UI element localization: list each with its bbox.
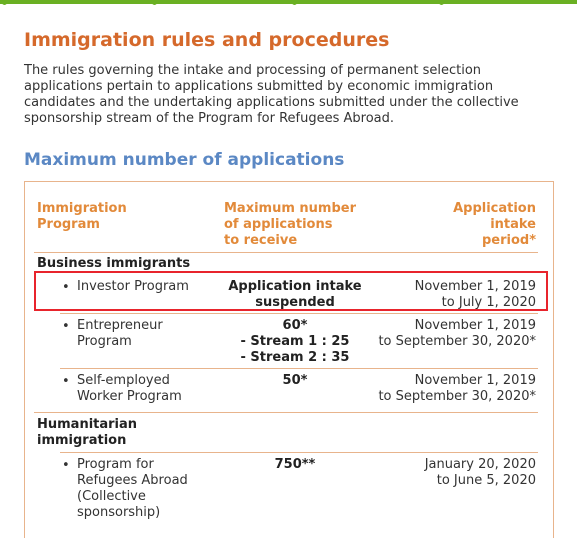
period-text: November 1, 2019 bbox=[414, 318, 536, 333]
period-selfemployed bbox=[372, 373, 536, 405]
program-text: sponsorship) bbox=[77, 505, 161, 520]
program-entrepreneur bbox=[77, 318, 163, 350]
program-investor: Investor Program bbox=[77, 279, 189, 294]
program-refugees bbox=[77, 457, 188, 521]
header-program bbox=[37, 201, 127, 233]
period-text: November 1, 2019 bbox=[414, 279, 536, 294]
row-divider bbox=[60, 368, 538, 369]
header-text: period* bbox=[481, 233, 536, 248]
max-text: Application intake bbox=[228, 279, 362, 294]
bullet: • bbox=[62, 374, 70, 389]
header-period bbox=[390, 201, 536, 249]
program-text: Program bbox=[77, 334, 132, 349]
period-refugees bbox=[372, 457, 536, 489]
header-text: Program bbox=[37, 217, 100, 232]
period-text: to September 30, 2020* bbox=[378, 389, 536, 404]
max-text: suspended bbox=[255, 295, 335, 310]
row-divider bbox=[34, 252, 538, 253]
bullet: • bbox=[62, 280, 70, 295]
top-dot bbox=[152, 0, 157, 5]
header-text: Maximum number bbox=[224, 201, 357, 216]
max-text: 750** bbox=[274, 457, 316, 472]
period-text: January 20, 2020 bbox=[424, 457, 536, 472]
max-text: 50* bbox=[282, 373, 308, 388]
intro-line: sponsorship stream of the Program for Refugees Abroad. bbox=[24, 111, 395, 126]
intro-line: The rules governing the intake and processing of permanent selection bbox=[24, 63, 482, 78]
category-text: immigration bbox=[37, 433, 127, 448]
top-dot bbox=[292, 0, 297, 5]
program-text: Refugees Abroad bbox=[77, 473, 188, 488]
program-text: Self-employed bbox=[77, 373, 170, 388]
period-entrepreneur bbox=[372, 318, 536, 350]
period-text: to July 1, 2020 bbox=[441, 295, 536, 310]
intro-paragraph bbox=[24, 63, 544, 127]
bullet: • bbox=[62, 458, 70, 473]
category-business: Business immigrants bbox=[37, 256, 191, 271]
header-text: Immigration bbox=[37, 201, 127, 216]
max-selfemployed bbox=[222, 373, 368, 389]
category-text: Humanitarian bbox=[37, 417, 138, 432]
header-text: Application bbox=[453, 201, 536, 216]
intro-line: applications pertain to applications submitted by economic immigration bbox=[24, 79, 494, 94]
row-divider bbox=[60, 313, 538, 314]
period-text: November 1, 2019 bbox=[414, 373, 536, 388]
row-divider bbox=[60, 452, 538, 453]
max-text: - Stream 2 : 35 bbox=[240, 350, 350, 365]
bullet: • bbox=[62, 319, 70, 334]
program-text: Program for bbox=[77, 457, 154, 472]
row-divider bbox=[34, 412, 538, 413]
max-entrepreneur bbox=[222, 318, 368, 366]
program-text: Worker Program bbox=[77, 389, 182, 404]
intro-line: candidates and the undertaking applications submitted under the collective bbox=[24, 95, 519, 110]
program-text: Entrepreneur bbox=[77, 318, 163, 333]
period-text: to June 5, 2020 bbox=[436, 473, 536, 488]
header-text: intake bbox=[490, 217, 536, 232]
program-text: (Collective bbox=[77, 489, 146, 504]
max-text: - Stream 1 : 25 bbox=[240, 334, 350, 349]
max-text: 60* bbox=[282, 318, 308, 333]
highlight-box bbox=[34, 271, 548, 311]
top-dot bbox=[2, 0, 7, 5]
section-title: Maximum number of applications bbox=[24, 150, 345, 170]
header-max bbox=[224, 201, 356, 249]
max-refugees bbox=[222, 457, 368, 473]
header-text: to receive bbox=[224, 233, 298, 248]
page-title: Immigration rules and procedures bbox=[24, 29, 390, 51]
period-text: to September 30, 2020* bbox=[378, 334, 536, 349]
category-humanitarian bbox=[37, 417, 137, 449]
top-dot bbox=[439, 0, 444, 5]
top-decoration-bar bbox=[0, 0, 577, 4]
header-text: of applications bbox=[224, 217, 333, 232]
program-selfemployed bbox=[77, 373, 182, 405]
